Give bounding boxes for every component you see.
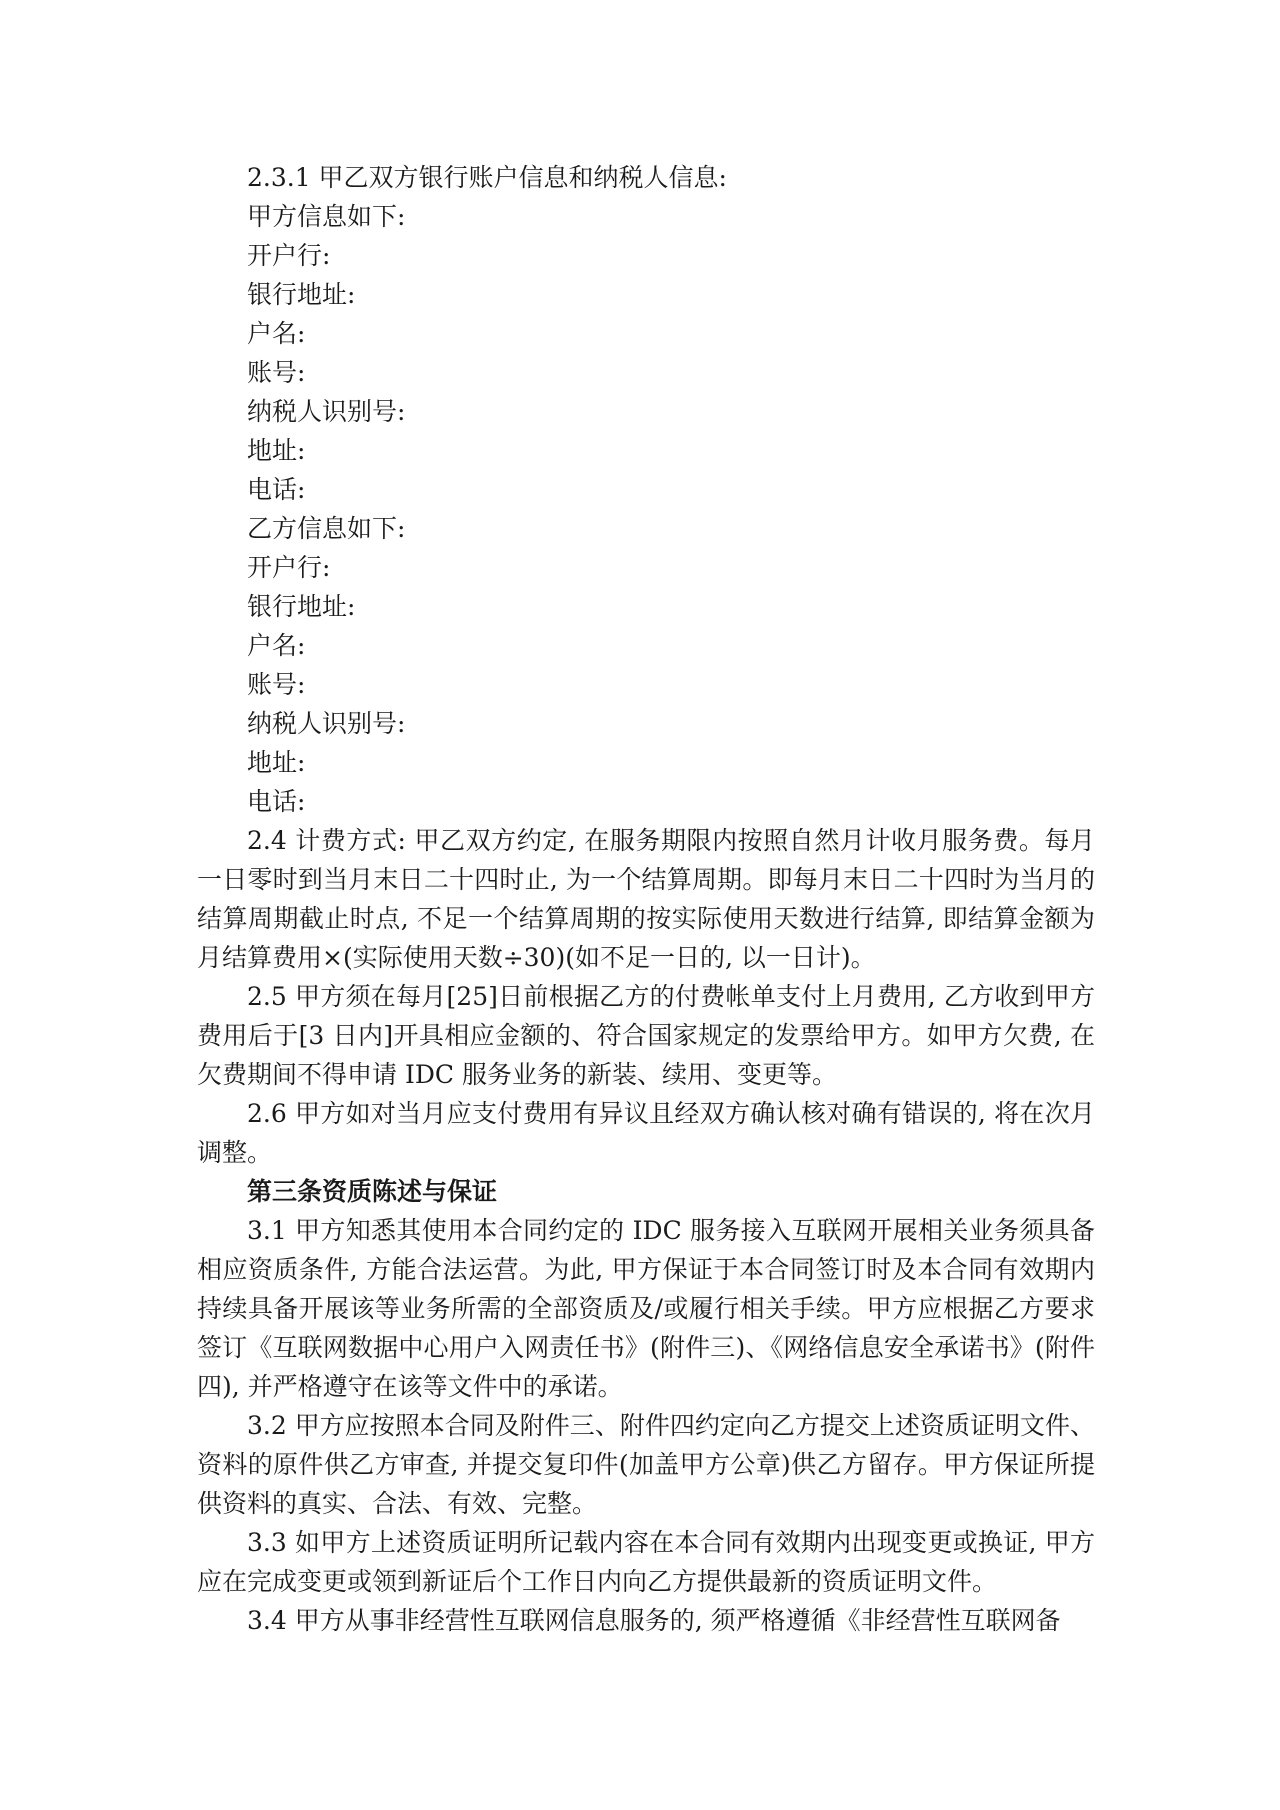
party-a-account-no-field: 账号: <box>247 358 306 387</box>
party-b-address-field: 地址: <box>247 748 306 777</box>
party-b-account-name-field: 户名: <box>247 631 306 660</box>
section-2-6-adjustment: 2.6 甲方如对当月应支付费用有异议且经双方确认核对确有错误的, 将在次月调整。 <box>197 1099 1095 1167</box>
party-a-bank-address-field: 银行地址: <box>247 280 356 309</box>
section-2-4-billing: 2.4 计费方式: 甲乙双方约定, 在服务期限内按照自然月计收月服务费。每月一日零时到当月末日二十四时止, 为一个结算周期。即每月末日二十四时为当月的结算周期截止时点, 不足一个结算周期的按实际使用天数进行结算, 即结算金额为月结算费用×(实际使用天数÷30)(如不足一日的, 以一日计)。 <box>197 826 1095 972</box>
party-b-phone-field: 电话: <box>247 787 306 816</box>
section-3-2: 3.2 甲方应按照本合同及附件三、附件四约定向乙方提交上述资质证明文件、资料的原件供乙方审查, 并提交复印件(加盖甲方公章)供乙方留存。甲方保证所提供资料的真实、合法、有效、完整。 <box>197 1411 1095 1518</box>
party-b-bank-field: 开户行: <box>247 553 331 582</box>
section-3-3: 3.3 如甲方上述资质证明所记载内容在本合同有效期内出现变更或换证, 甲方应在完成变更或领到新证后个工作日内向乙方提供最新的资质证明文件。 <box>197 1528 1095 1596</box>
party-a-account-name-field: 户名: <box>247 319 306 348</box>
party-a-taxpayer-id-field: 纳税人识别号: <box>247 397 406 426</box>
party-a-address-field: 地址: <box>247 436 306 465</box>
party-a-phone-field: 电话: <box>247 475 306 504</box>
party-b-bank-address-field: 银行地址: <box>247 592 356 621</box>
section-2-3-1-title: 2.3.1 甲乙双方银行账户信息和纳税人信息: <box>247 163 727 192</box>
section-3-1: 3.1 甲方知悉其使用本合同约定的 IDC 服务接入互联网开展相关业务须具备相应资质条件, 方能合法运营。为此, 甲方保证于本合同签订时及本合同有效期内持续具备开展该等业务所需的全部资质及/或履行相关手续。甲方应根据乙方要求签订《互联网数据中心用户入网责任书》(附件三)、《网络信息安全承诺书》(附件四), 并严格遵守在该等文件中的承诺。 <box>197 1216 1095 1401</box>
section-2-5-payment: 2.5 甲方须在每月[25]日前根据乙方的付费帐单支付上月费用, 乙方收到甲方费用后于[3 日内]开具相应金额的、符合国家规定的发票给甲方。如甲方欠费, 在欠费期间不得申请 IDC 服务业务的新装、续用、变更等。 <box>197 982 1095 1089</box>
party-b-header: 乙方信息如下: <box>247 514 406 543</box>
party-a-bank-field: 开户行: <box>247 241 331 270</box>
party-b-account-no-field: 账号: <box>247 670 306 699</box>
document-body <box>197 158 1095 1640</box>
party-a-header: 甲方信息如下: <box>247 202 406 231</box>
article-3-heading: 第三条资质陈述与保证 <box>247 1177 498 1206</box>
section-3-4: 3.4 甲方从事非经营性互联网信息服务的, 须严格遵循《非经营性互联网备 <box>247 1606 1061 1635</box>
party-b-taxpayer-id-field: 纳税人识别号: <box>247 709 406 738</box>
